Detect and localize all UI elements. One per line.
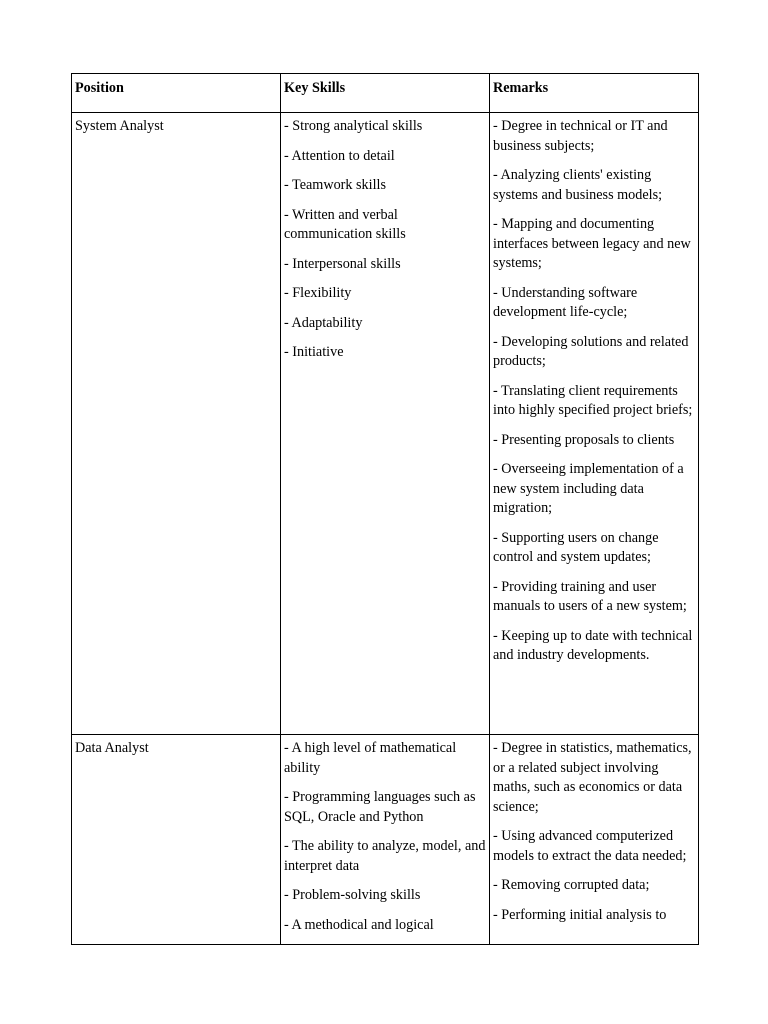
remark-item: - Mapping and documenting interfaces between legacy and new systems;: [493, 216, 691, 271]
skill-item: - Adaptability: [284, 314, 363, 331]
position-cell: [72, 113, 281, 735]
remark-item: - Overseeing implementation of a new system including data migration;: [493, 461, 684, 516]
skill-item: - Programming languages such as SQL, Oracle and Python: [284, 789, 476, 825]
skill-item: - The ability to analyze, model, and interpret data: [284, 838, 486, 874]
remark-item: - Translating client requirements into highly specified project briefs;: [493, 382, 693, 418]
skill-item: - Strong analytical skills: [284, 118, 423, 134]
header-remarks: Remarks: [490, 74, 699, 113]
skill-item: - Problem-solving skills: [284, 887, 421, 904]
remark-item: - Providing training and user manuals to users of a new system;: [493, 578, 687, 614]
skill-item: - Initiative: [284, 344, 344, 360]
skill-item: - Flexibility: [284, 285, 352, 301]
remark-item: - Developing solutions and related products;: [493, 333, 689, 369]
skill-item: - Interpersonal skills: [284, 255, 401, 272]
table-header-row: [72, 74, 699, 113]
positions-table: [71, 73, 699, 945]
skill-item: - Written and verbal communication skills: [284, 206, 406, 242]
remarks-cell: [490, 113, 699, 735]
remark-item: - Analyzing clients' existing systems and business models;: [493, 167, 663, 203]
remark-item: - Using advanced computerized models to extract the data needed;: [493, 828, 687, 864]
skills-cell: [281, 735, 490, 945]
table-row: [72, 735, 699, 945]
table-row: [72, 113, 699, 735]
remark-item: - Degree in technical or IT and business subjects;: [493, 118, 668, 154]
position-name: Data Analyst: [75, 740, 149, 757]
skill-item: - A methodical and logical: [284, 916, 434, 933]
position-cell: [72, 735, 281, 945]
header-key-skills: Key Skills: [281, 74, 490, 113]
remark-item: - Understanding software development life-cycle;: [493, 284, 638, 320]
remark-item: - Keeping up to date with technical and industry developments.: [493, 627, 693, 663]
position-name: System Analyst: [75, 118, 164, 134]
remark-item: - Degree in statistics, mathematics, or a related subject involving maths, such as economics or data science;: [493, 740, 692, 815]
skill-item: - Teamwork skills: [284, 177, 386, 193]
header-position: Position: [72, 74, 281, 113]
skill-item: - Attention to detail: [284, 147, 395, 164]
remark-item: - Removing corrupted data;: [493, 877, 650, 894]
remarks-cell: [490, 735, 699, 945]
skills-cell: [281, 113, 490, 735]
skill-item: - A high level of mathematical ability: [284, 740, 457, 776]
remark-item: - Performing initial analysis to: [493, 906, 667, 923]
remark-item: - Supporting users on change control and system updates;: [493, 529, 659, 565]
remark-item: - Presenting proposals to clients: [493, 431, 675, 448]
